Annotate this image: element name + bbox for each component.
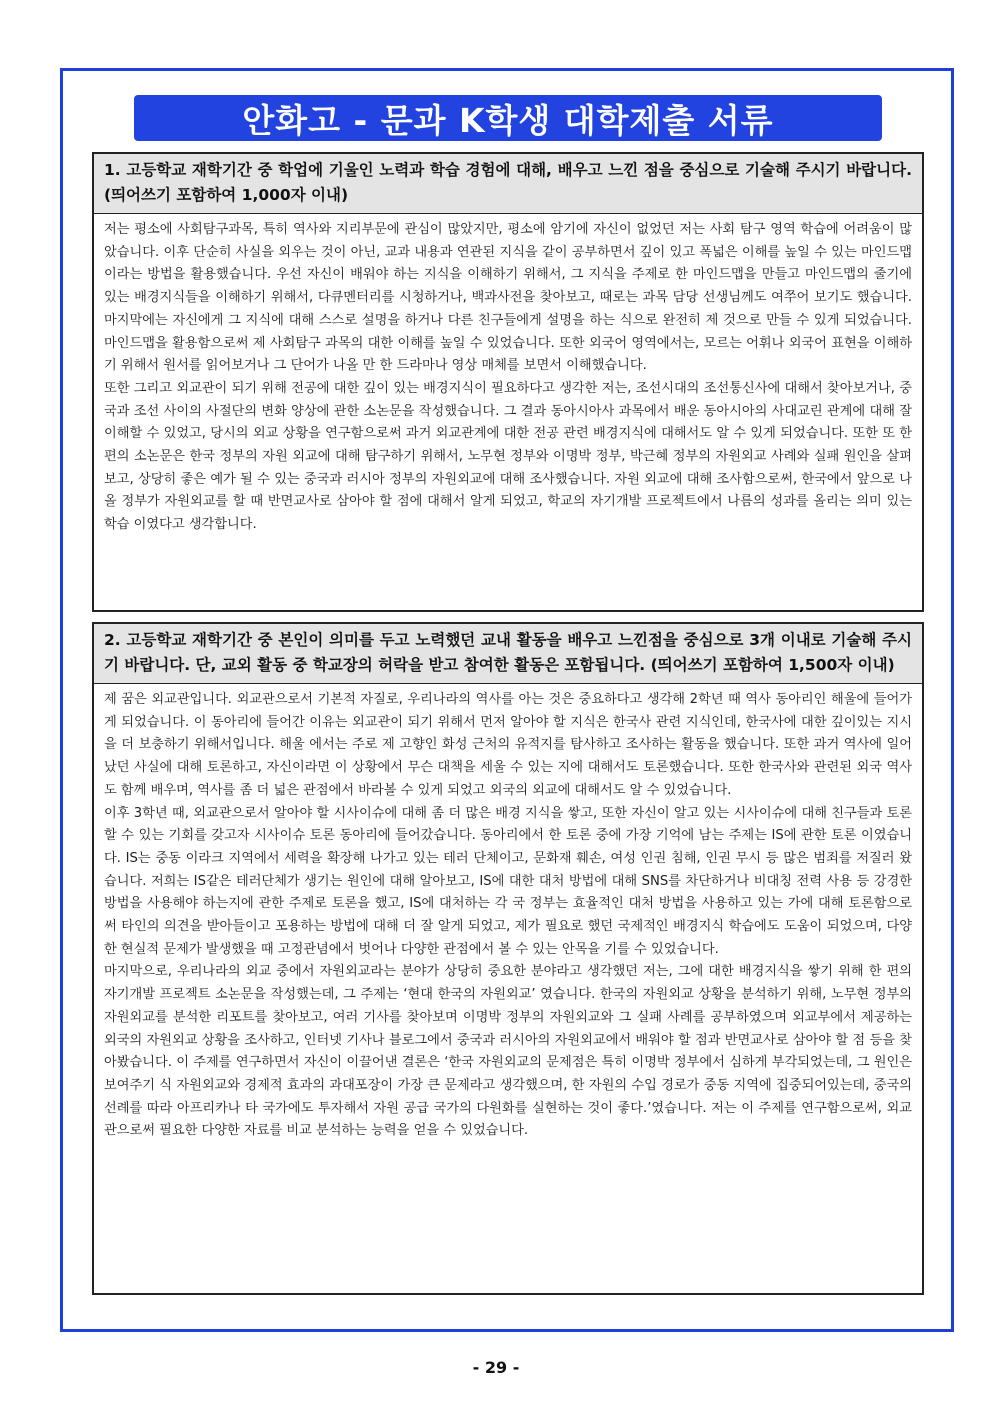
document-title: 안화고 - 문과 K학생 대학제출 서류 (242, 100, 774, 140)
answer-paragraph: 제 꿈은 외교관입니다. 외교관으로서 기본적 자질로, 우리나라의 역사를 아는 것은 중요하다고 생각해 2학년 때 역사 동아리인 해울에 들어가게 되었습니다. 이 동아리에 들어간 이유는 외교관이 되기 위해서 먼저 알아야 할 지식은 한국사 관련 지식인데, 한국사에 대한 깊이있는 지시을 더 보충하기 위해서입니다. 해울 에서는 주로 제 고향인 화성 근처의 유적지를 탐사하고 조사하는 활동을 했습니다. 또한 과거 역사에 일어났던 사실에 대해 토론하고, 자신이라면 이 상황에서 무슨 대책을 세울 수 있는 지에 대해서도 토론했습니다. 또한 한국사와 관련된 외국 역사도 함께 배우며, 역사를 좀 더 넓은 관점에서 바라볼 수 있게 되었고 외국의 외교에 대해서도 알 수 있었습니다. (104, 692, 912, 798)
answer-paragraph: 저는 평소에 사회탐구과목, 특히 역사와 지리부문에 관심이 많았지만, 평소에 암기에 자신이 없었던 저는 사회 탐구 영역 학습에 어려움이 많았습니다. 이후 단순히 사실을 외우는 것이 아닌, 교과 내용과 연관된 지식을 같이 공부하면서 깊이 있고 폭넓은 이해를 높일 수 있는 마인드맵이라는 방법을 활용했습니다. 우선 자신이 배워야 하는 지식을 이해하기 위해서, 그 지식을 주제로 한 마인드맵을 만들고 마인드맵의 줄기에 있는 배경지식들을 이해하기 위해서, 다큐멘터리를 시청하거나, 백과사전을 찾아보고, 때로는 과목 담당 선생님께도 여쭈어 보기도 했습니다. 마지막에는 자신에게 그 지식에 대해 스스로 설명을 하거나 다른 친구들에게 설명을 하는 식으로 완전히 제 것으로 만들 수 있게 되었습니다. 마인드맵을 활용함으로써 제 사회탐구 과목의 대한 이해를 높일 수 있었습니다. 또한 외국어 영역에서는, 모르는 어휘나 외국어 표현을 이해하기 위해서 원서를 읽어보거나 그 단어가 나올 만 한 드라마나 영상 매체를 보면서 이해했습니다. (104, 222, 912, 374)
question-1: 1. 고등학교 재학기간 중 학업에 기울인 노력과 학습 경험에 대해, 배우고 느낀 점을 중심으로 기술해 주시기 바랍니다.(띄어쓰기 포함하여 1,000자 이내) (94, 154, 922, 214)
answer-paragraph: 또한 그리고 외교관이 되기 위해 전공에 대한 깊이 있는 배경지식이 필요하다고 생각한 저는, 조선시대의 조선통신사에 대해서 찾아보거나, 중국과 조선 사이의 사절단의 변화 양상에 관한 소논문을 작성했습니다. 그 결과 동아시아사 과목에서 배운 동아시아의 사대교린 관계에 대해 잘 이해할 수 있었고, 당시의 외교 상황을 연구함으로써 과거 외교관계에 대한 전공 관련 배경지식에 대해서도 알 수 있게 되었습니다. 또한 또 한편의 소논문은 한국 정부의 자원 외교에 대해 탐구하기 위해서, 노무현 정부와 이명박 정부, 박근혜 정부의 자원외교 사례와 실패 원인을 살펴보고, 상당히 좋은 예가 될 수 있는 중국과 러시아 정부의 자원외교에 대해 조사했습니다. 자원 외교에 대해 조사함으로써, 한국에서 앞으로 나올 정부가 자원외교를 할 때 반면교사로 삼아야 할 점에 대해서 알게 되었고, 학교의 자기개발 프로젝트에서 나름의 성과를 올리는 의미 있는 학습 이였다고 생각합니다. (104, 380, 912, 533)
answer-2 (94, 684, 922, 1147)
section-1 (92, 152, 924, 612)
question-2: 2. 고등학교 재학기간 중 본인이 의미를 두고 노력했던 교내 활동을 배우고 느낀점을 중심으로 3개 이내로 기술해 주시기 바랍니다. 단, 교외 활동 중 학교장의 허락을 받고 참여한 활동은 포함됩니다. (띄어쓰기 포함하여 1,500자 이내) (94, 624, 922, 684)
document-title-banner (134, 95, 882, 141)
answer-1 (94, 214, 922, 541)
answer-paragraph: 마지막으로, 우리나라의 외교 중에서 자원외교라는 분야가 상당히 중요한 분야라고 생각했던 저는, 그에 대한 배경지식을 쌓기 위해 한 편의 자기개발 프로젝트 소논문을 작성했는데, 그 주제는 ‘현대 한국의 자원외교’ 였습니다. 한국의 자원외교 상황을 분석하기 위해, 노무현 정부의 자원외교를 분석한 리포트를 찾아보고, 여러 기사를 찾아보며 이명박 정부의 자원외교와 그 실패 사례를 공부하였으며 외교부에서 제공하는 외국의 자원외교 상황을 조사하고, 인터넷 기사나 블로그에서 중국과 러시아의 자원외교에서 배워야 할 점과 반면교사로 삼아야 할 점 등을 찾아봤습니다. 이 주제를 연구하면서 자신이 이끌어낸 결론은 ‘한국 자원외교의 문제점은 특히 이명박 정부에서 심하게 부각되었는데, 그 원인은 보여주기 식 자원외교와 경제적 효과의 과대포장이 가장 큰 문제라고 생각했으며, 한 자원의 수입 경로가 중동 지역에 집중되어있는데, 중국의 선례를 따라 아프리카나 타 국가에도 투자해서 자원 공급 국가의 다원화를 실현하는 것이 좋다.’였습니다. 저는 이 주제를 연구함으로써, 외교관으로써 필요한 다양한 자료를 비교 분석하는 능력을 얻을 수 있었습니다. (104, 964, 912, 1139)
answer-paragraph: 이후 3학년 때, 외교관으로서 알아야 할 시사이슈에 대해 좀 더 많은 배경 지식을 쌓고, 또한 자신이 알고 있는 시사이슈에 대해 친구들과 토론할 수 있는 기회를 갖고자 시사이슈 토론 동아리에 들어갔습니다. 동아리에서 한 토론 중에 가장 기억에 남는 주제는 IS에 관한 토론 이였습니다. IS는 중동 이라크 지역에서 세력을 확장해 나가고 있는 테러 단체이고, 문화재 훼손, 여성 인권 침해, 인권 무시 등 많은 범죄를 저질러 왔습니다. 저희는 IS같은 테러단체가 생기는 원인에 대해 알아보고, IS에 대한 대처 방법에 대해 SNS를 차단하거나 비대칭 전력 사용 등 강경한 방법을 사용해야 하는지에 관한 주제로 토론을 했고, IS에 대처하는 각 국 정부는 효율적인 대처 방법을 사용하고 있는 가에 대해 토론함으로써 타인의 의견을 받아들이고 포용하는 방법에 대해 더 잘 알게 되었고, 제가 필요로 했던 국제적인 배경지식 학습에도 도움이 되었으며, 다양한 현실적 문제가 발생했을 때 고정관념에서 벗어나 다양한 관점에서 볼 수 있는 안목을 기를 수 있었습니다. (104, 805, 912, 957)
page-number: - 29 - (472, 1358, 520, 1377)
section-2 (92, 622, 924, 1295)
